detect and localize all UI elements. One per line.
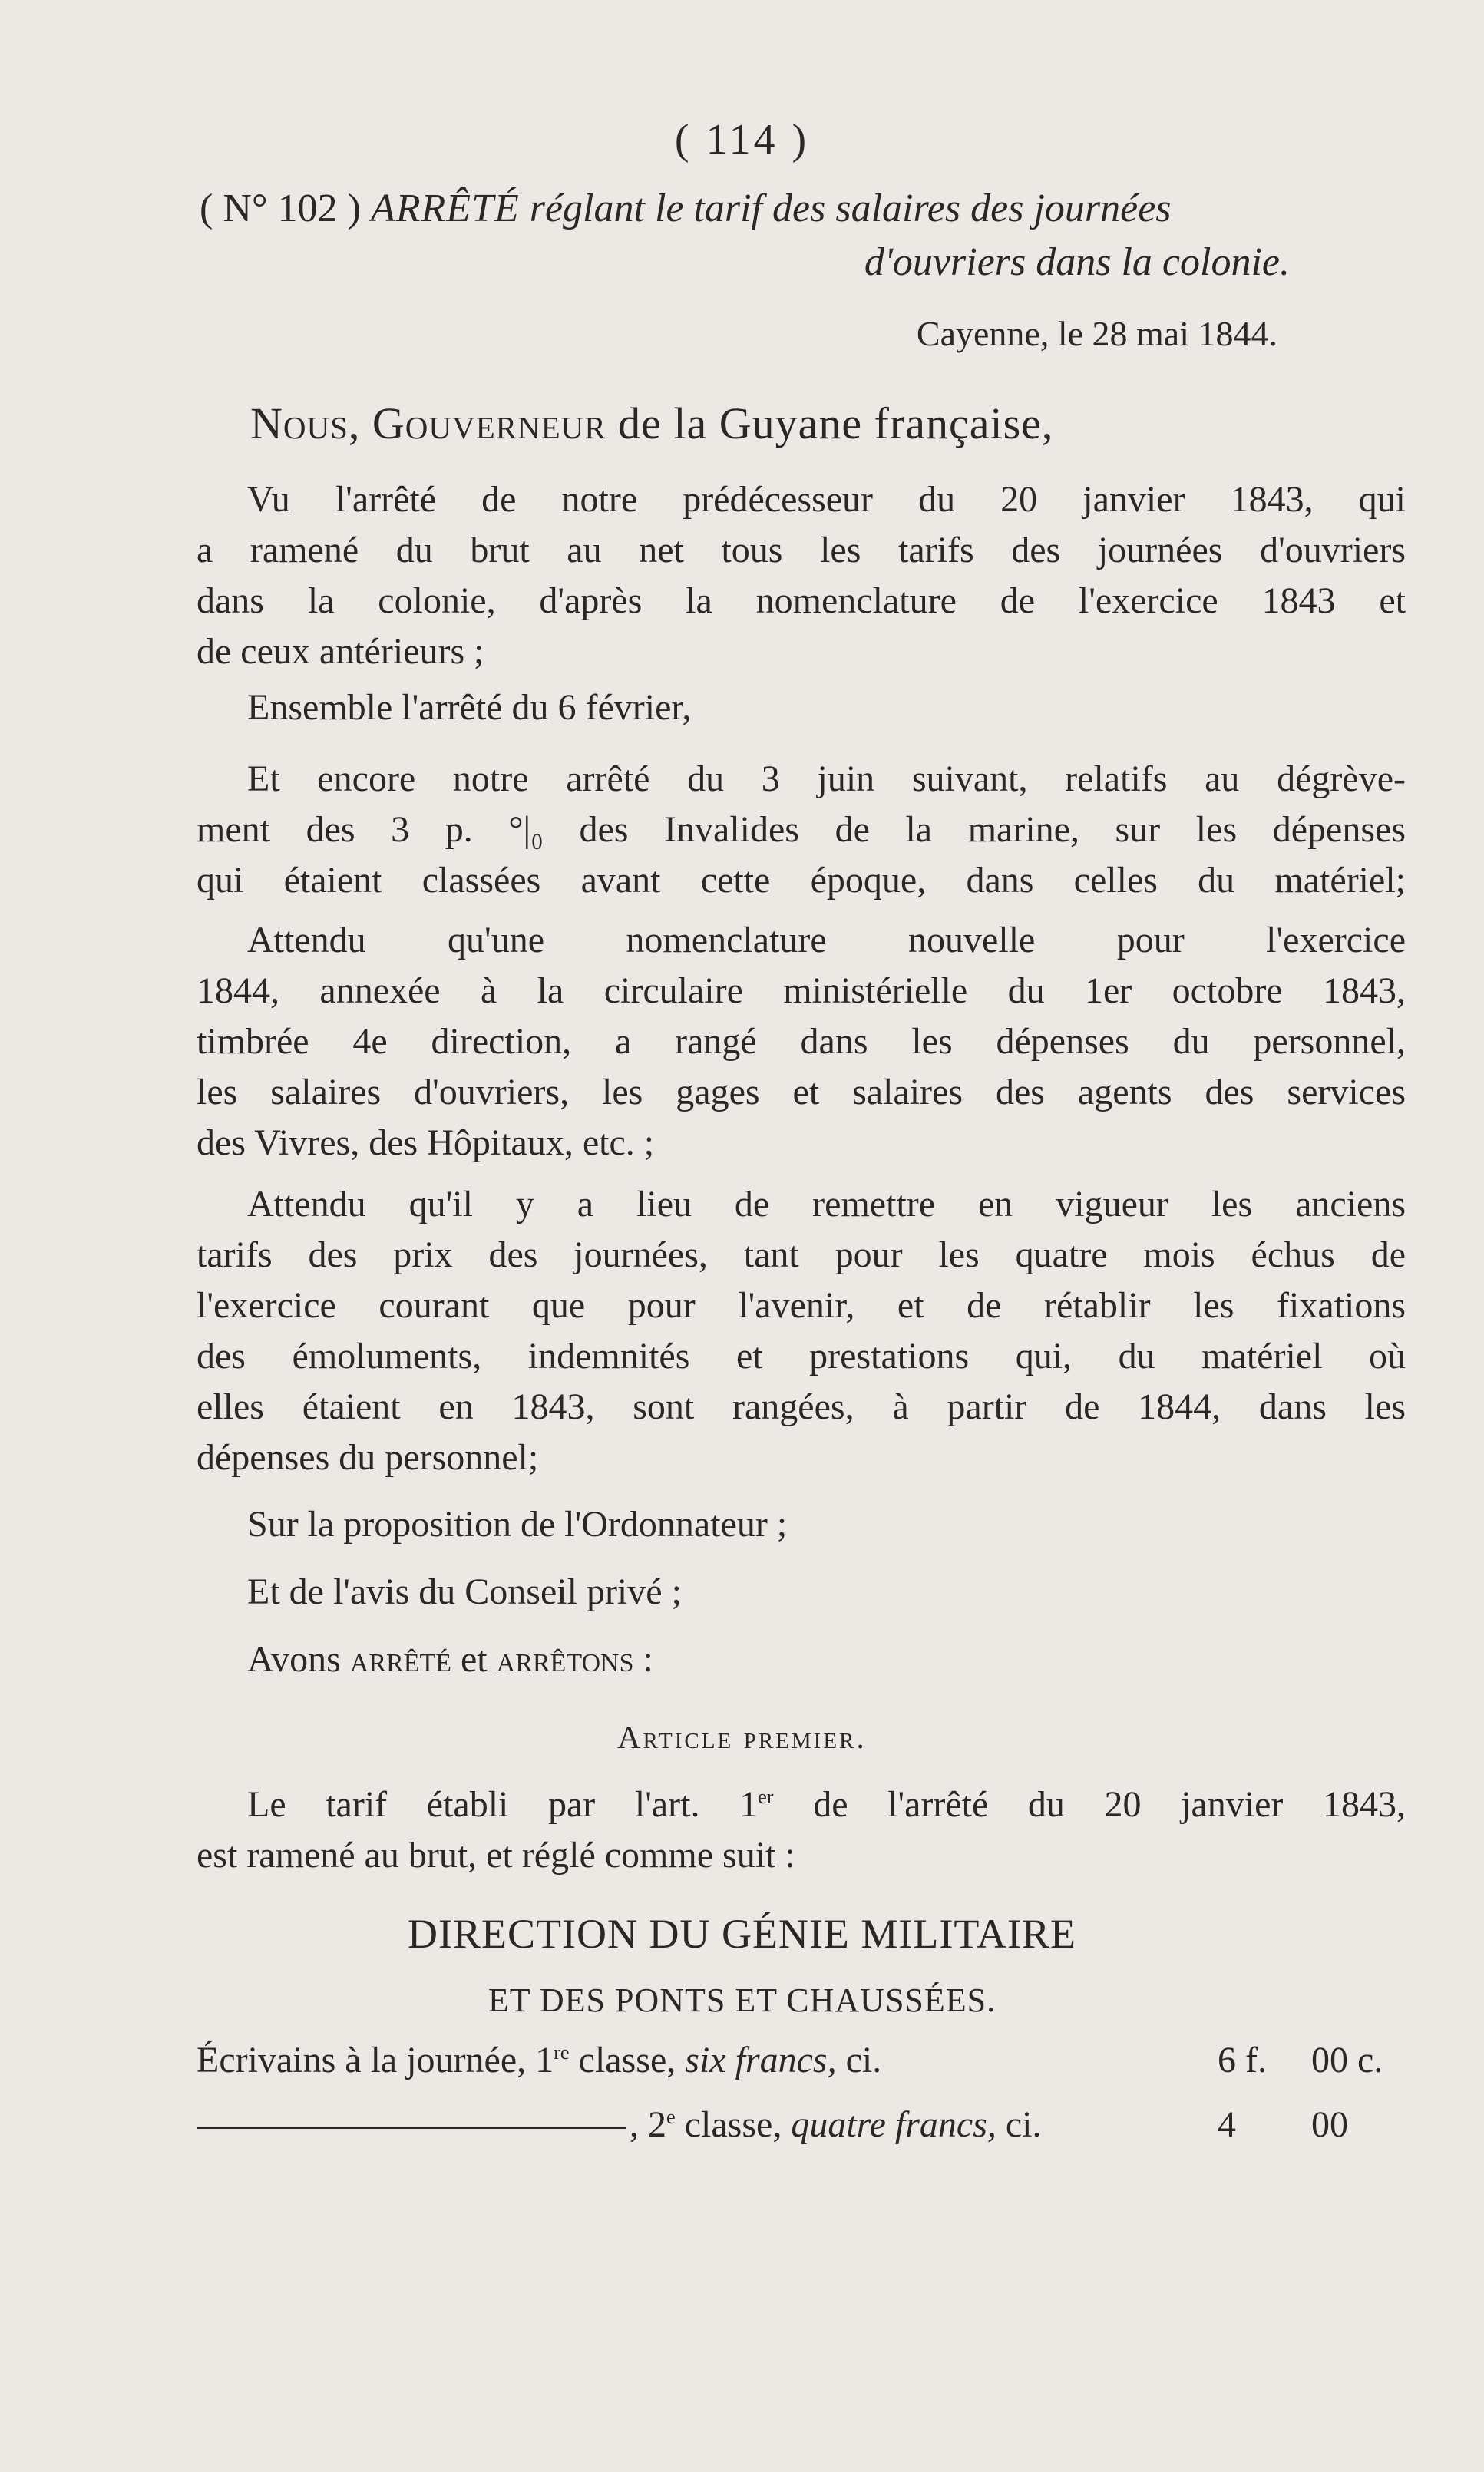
- paragraph-et-encore: Et encore notre arrêté du 3 juin suivant, relatifs au dégrève- ment des 3 p. °|₀ des Invalides de la marine, sur les dépenses qui étaient classées avant cette époque, dans celles du matériel;: [197, 758, 1406, 901]
- tariff-centimes: 00: [1311, 2104, 1348, 2145]
- paragraph-sur: Sur la proposition de l'Ordonnateur ;: [247, 1504, 788, 1545]
- paragraph-vu: Vu l'arrêté de notre prédécesseur du 20 janvier 1843, qui a ramené du brut au net tous les tarifs des journées d'ouvriers dans la colonie, d'après la nomenclature de l'exercice 1843 et de ceux antérieurs ;: [197, 479, 1406, 672]
- paragraph-attendu-2: Attendu qu'il y a lieu de remettre en vigueur les anciens tarifs des prix des journées, tant pour les quatre mois échus de l'exercice courant que pour l'avenir, et de rétablir les fixations des émoluments, indemnités et prestations qui, du matériel où elles étaient en 1843, sont rangées, à partir de 1844, dans les dépenses du personnel;: [197, 1184, 1406, 1478]
- decree-title-caps: ARRÊTÉ: [370, 187, 520, 230]
- page-number: ( 114 ): [674, 116, 810, 164]
- tariff-francs: 4: [1218, 2104, 1236, 2145]
- preamble-heading: Nous, Gouverneur de la Guyane française,: [250, 398, 1054, 448]
- tariff-row: Écrivains à la journée, 1re classe, six francs, ci. 6 f. 00 c.: [197, 2040, 1383, 2080]
- decree-number: ( N° 102 ): [200, 187, 361, 230]
- direction-subtitle: ET DES PONTS ET CHAUSSÉES.: [488, 1981, 996, 2019]
- article-text: Le tarif établi par l'art. 1er de l'arrêté du 20 janvier 1843, est ramené au brut, et réglé comme suit :: [197, 1784, 1406, 1875]
- decree-heading: [200, 186, 1172, 231]
- article-title: Article premier.: [617, 1720, 867, 1756]
- paragraph-avis: Et de l'avis du Conseil privé ;: [247, 1571, 682, 1612]
- paragraph-attendu-1: Attendu qu'une nomenclature nouvelle pour l'exercice 1844, annexée à la circulaire ministérielle du 1er octobre 1843, timbrée 4e direction, a rangé dans les dépenses du personnel, les salaires d'ouvriers, les gages et salaires des agents des services des Vivres, des Hôpitaux, etc. ;: [197, 920, 1406, 1163]
- decree-title-line2: d'ouvriers dans la colonie.: [864, 240, 1290, 284]
- paragraph-ensemble: Ensemble l'arrêté du 6 février,: [247, 687, 692, 728]
- decree-title: réglant le tarif des salaires des journées: [519, 187, 1172, 230]
- tariff-centimes: 00 c.: [1311, 2040, 1383, 2080]
- direction-title: DIRECTION DU GÉNIE MILITAIRE: [407, 1911, 1076, 1957]
- paragraph-avons: Avons arrêté et arrêtons :: [247, 1639, 653, 1680]
- tariff-row: , 2e classe, quatre francs, ci. 4 00: [197, 2104, 1406, 2154]
- ditto-dash: [197, 2127, 626, 2129]
- tariff-francs: 6 f.: [1218, 2040, 1267, 2080]
- dateline: Cayenne, le 28 mai 1844.: [916, 314, 1277, 353]
